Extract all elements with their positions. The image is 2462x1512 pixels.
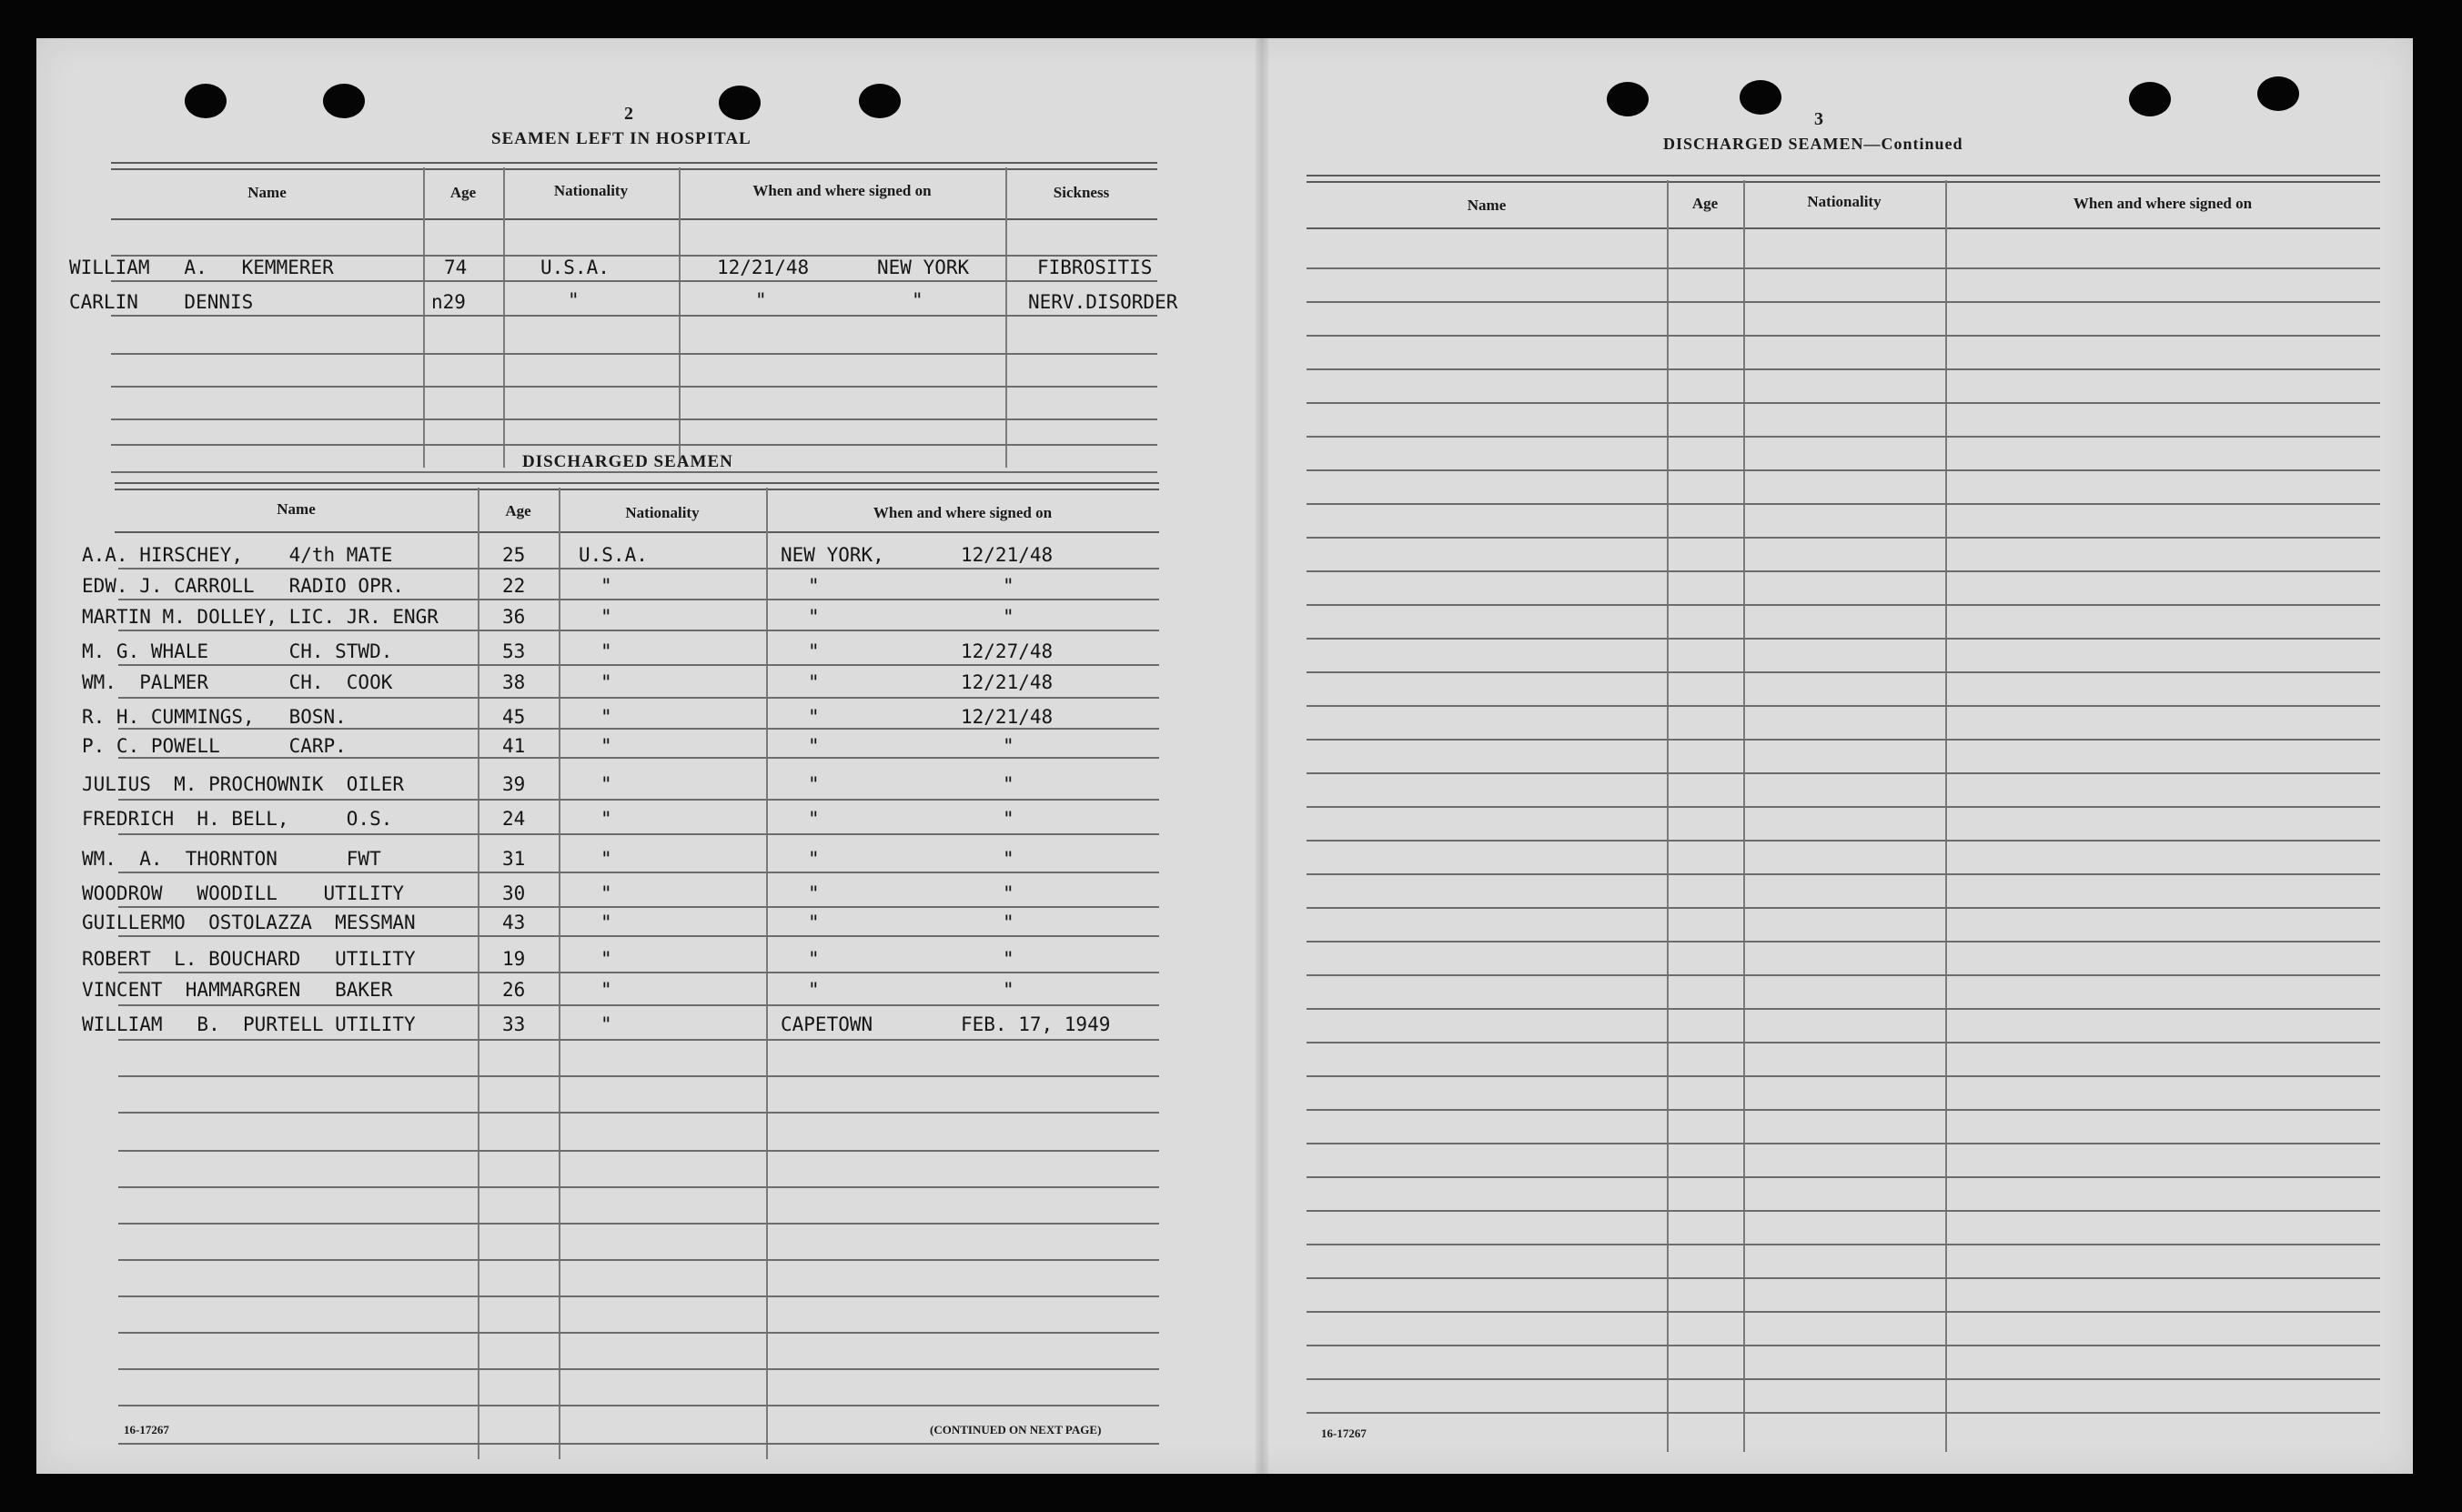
punch-hole [1740,80,1781,115]
row-line [118,906,1159,908]
seaman-signed-date: " [1003,808,1014,830]
row-line [118,1075,1159,1077]
punch-hole [1607,82,1649,116]
seaman-signed-date: FEB. 17, 1949 [961,1013,1111,1035]
hospital-nationality: " [568,289,580,311]
row-line [1307,368,2380,370]
row-line [118,1150,1159,1152]
row-line [1307,1008,2380,1010]
col-divider [503,167,505,468]
seaman-signed-date: " [1003,735,1014,757]
seaman-age: 33 [502,1013,526,1035]
seaman-signed-date: " [1003,979,1014,1001]
row-line [118,833,1159,835]
hospital-age: 74 [444,257,468,278]
seaman-nationality: " [600,912,612,933]
continued-title: DISCHARGED SEAMEN—Continued [1663,135,1963,153]
col-header-signed-on: When and where signed on [2073,195,2253,212]
seaman-age: 43 [502,912,526,933]
seaman-age: 19 [502,948,526,970]
row-line [1307,840,2380,842]
col-header-age: Age [1691,195,1719,212]
col-header-nationality: Nationality [553,182,629,199]
seaman-age: 31 [502,848,526,870]
seaman-signed-place: " [808,671,820,693]
row-line [1307,1311,2380,1313]
col-header-nationality: Nationality [1807,193,1882,210]
rule [1307,175,2380,183]
row-line [118,872,1159,873]
seaman-name: MARTIN M. DOLLEY, LIC. JR. ENGR [82,606,439,628]
discharged-title: DISCHARGED SEAMEN [522,452,733,471]
row-line [1307,772,2380,774]
rule [111,162,1157,170]
row-line [118,1186,1159,1188]
seaman-name: JULIUS M. PROCHOWNIK OILER [82,773,405,795]
row-line [1307,907,2380,909]
row-line [1307,1042,2380,1043]
seaman-nationality: " [600,671,612,693]
row-line [1307,1378,2380,1380]
continued-note: (CONTINUED ON NEXT PAGE) [930,1423,1102,1436]
seaman-age: 24 [502,808,526,830]
hospital-place: " [912,289,923,311]
col-divider [679,167,681,468]
seaman-age: 22 [502,575,526,597]
row-line [1307,705,2380,707]
row-line [1307,1412,2380,1414]
row-line [1307,267,2380,269]
seaman-signed-place: " [808,912,820,933]
row-line [1307,436,2380,438]
seaman-signed-place: " [808,735,820,757]
seaman-signed-place: " [808,706,820,728]
col-header-name: Name [1467,197,1507,214]
hospital-place: NEW YORK [877,257,970,278]
seaman-name: EDW. J. CARROLL RADIO OPR. [82,575,405,597]
seaman-signed-date: " [1003,948,1014,970]
rule [1307,227,2380,229]
col-divider [478,488,479,1459]
seaman-nationality: " [600,575,612,597]
hospital-age: n29 [431,291,466,313]
seaman-age: 26 [502,979,526,1001]
seaman-signed-place: " [808,606,820,628]
row-line [118,1112,1159,1114]
seaman-signed-date: " [1003,912,1014,933]
seaman-name: WM. PALMER CH. COOK [82,671,393,693]
rule [115,531,1159,533]
punch-hole [2257,76,2299,111]
seaman-signed-date: 12/21/48 [961,706,1054,728]
row-line [111,418,1157,420]
row-line [118,630,1159,631]
seaman-nationality: " [600,848,612,870]
seaman-nationality: " [600,1013,612,1035]
row-line [1307,402,2380,404]
seaman-signed-place: CAPETOWN [781,1013,873,1035]
row-line [111,444,1157,446]
seaman-name: FREDRICH H. BELL, O.S. [82,808,393,830]
seaman-name: GUILLERMO OSTOLAZZA MESSMAN [82,912,416,933]
row-line [118,799,1159,801]
form-number: 16-17267 [124,1423,169,1436]
seaman-age: 38 [502,671,526,693]
seaman-name: WILLIAM B. PURTELL UTILITY [82,1013,416,1035]
col-header-name: Name [277,500,316,518]
row-line [118,568,1159,570]
seaman-nationality: U.S.A. [579,544,648,566]
punch-hole [185,84,227,118]
row-line [118,972,1159,973]
row-line [1307,1210,2380,1212]
row-line [1307,806,2380,808]
seaman-signed-place: NEW YORK, [781,544,884,566]
seaman-age: 30 [502,882,526,904]
hospital-name: CARLIN DENNIS [69,291,254,313]
row-line [118,1039,1159,1041]
hospital-name: WILLIAM A. KEMMERER [69,257,334,278]
seaman-signed-date: " [1003,606,1014,628]
seaman-signed-place: " [808,773,820,795]
seaman-nationality: " [600,882,612,904]
seaman-signed-date: " [1003,882,1014,904]
seaman-signed-place: " [808,882,820,904]
seaman-age: 53 [502,640,526,662]
seaman-nationality: " [600,606,612,628]
seaman-signed-place: " [808,808,820,830]
col-header-age: Age [505,502,531,519]
row-line [111,315,1157,317]
punch-hole [2129,82,2171,116]
seaman-signed-date: " [1003,848,1014,870]
row-line [118,757,1159,759]
seaman-name: WOODROW WOODILL UTILITY [82,882,405,904]
seaman-age: 45 [502,706,526,728]
row-line [1307,1143,2380,1144]
seaman-age: 36 [502,606,526,628]
seaman-name: WM. A. THORNTON FWT [82,848,381,870]
row-line [1307,469,2380,471]
row-line [118,1332,1159,1334]
row-line [118,1368,1159,1370]
hospital-nationality: U.S.A. [540,257,610,278]
seaman-signed-date: " [1003,773,1014,795]
rule [111,218,1157,220]
seaman-name: P. C. POWELL CARP. [82,735,347,757]
seaman-signed-place: " [808,848,820,870]
seaman-nationality: " [600,979,612,1001]
col-divider [766,488,768,1459]
row-line [1307,1075,2380,1077]
row-line [118,728,1159,730]
row-line [1307,1277,2380,1279]
hospital-date: 12/21/48 [717,257,810,278]
row-line [118,1223,1159,1225]
hospital-title: SEAMEN LEFT IN HOSPITAL [491,129,752,148]
seaman-name: A.A. HIRSCHEY, 4/th MATE [82,544,393,566]
seaman-signed-place: " [808,979,820,1001]
row-line [1307,1244,2380,1245]
row-line [118,1295,1159,1297]
seaman-nationality: " [600,706,612,728]
page-number: 2 [624,104,633,124]
seaman-nationality: " [600,773,612,795]
rule [115,482,1159,490]
row-line [1307,739,2380,741]
seaman-signed-place: " [808,640,820,662]
seaman-age: 41 [502,735,526,757]
row-line [118,599,1159,600]
row-line [118,664,1159,666]
col-divider [1743,180,1745,1452]
row-line [1307,335,2380,337]
row-line [1307,638,2380,640]
row-line [111,280,1157,282]
row-line [1307,301,2380,303]
row-line [1307,941,2380,942]
row-line [118,1004,1159,1006]
col-divider [1667,180,1669,1452]
seaman-name: VINCENT HAMMARGREN BAKER [82,979,393,1001]
col-header-signed-on: When and where signed on [752,182,932,199]
seaman-signed-date: " [1003,575,1014,597]
seaman-signed-place: " [808,948,820,970]
col-header-signed-on: When and where signed on [873,504,1053,521]
punch-hole [323,84,365,118]
seaman-age: 39 [502,773,526,795]
seaman-nationality: " [600,735,612,757]
punch-hole [859,84,901,118]
row-line [118,1443,1159,1445]
row-line [1307,873,2380,875]
row-line [1307,604,2380,606]
col-header-name: Name [247,184,287,201]
page-fold [1256,38,1268,1474]
row-line [118,935,1159,937]
page-number: 3 [1814,109,1823,129]
col-divider [559,488,560,1459]
seaman-nationality: " [600,640,612,662]
col-divider [1005,167,1007,468]
col-header-age: Age [449,184,477,201]
row-line [118,1405,1159,1406]
hospital-date: " [755,289,767,311]
punch-hole [719,86,761,120]
col-header-sickness: Sickness [1053,184,1110,201]
row-line [118,697,1159,699]
row-line [1307,1176,2380,1178]
seaman-age: 25 [502,544,526,566]
row-line [1307,974,2380,976]
seaman-nationality: " [600,948,612,970]
document-sheet [36,38,2413,1474]
row-line [1307,503,2380,505]
seaman-name: ROBERT L. BOUCHARD UTILITY [82,948,416,970]
col-divider [1945,180,1947,1452]
hospital-sickness: FIBROSITIS [1037,257,1153,278]
row-line [118,1259,1159,1261]
row-line [111,353,1157,355]
hospital-sickness: NERV.DISORDER [1028,291,1178,313]
seaman-name: M. G. WHALE CH. STWD. [82,640,393,662]
row-line [111,386,1157,388]
seaman-name: R. H. CUMMINGS, BOSN. [82,706,347,728]
col-divider [423,167,425,468]
row-line [1307,537,2380,539]
row-line [1307,570,2380,572]
seaman-nationality: " [600,808,612,830]
row-line [1307,671,2380,673]
seaman-signed-place: " [808,575,820,597]
row-line [1307,1109,2380,1111]
row-line [1307,1345,2380,1346]
form-number: 16-17267 [1321,1426,1367,1440]
seaman-signed-date: 12/21/48 [961,544,1054,566]
seaman-signed-date: 12/21/48 [961,671,1054,693]
seaman-signed-date: 12/27/48 [961,640,1054,662]
col-header-nationality: Nationality [625,504,700,521]
